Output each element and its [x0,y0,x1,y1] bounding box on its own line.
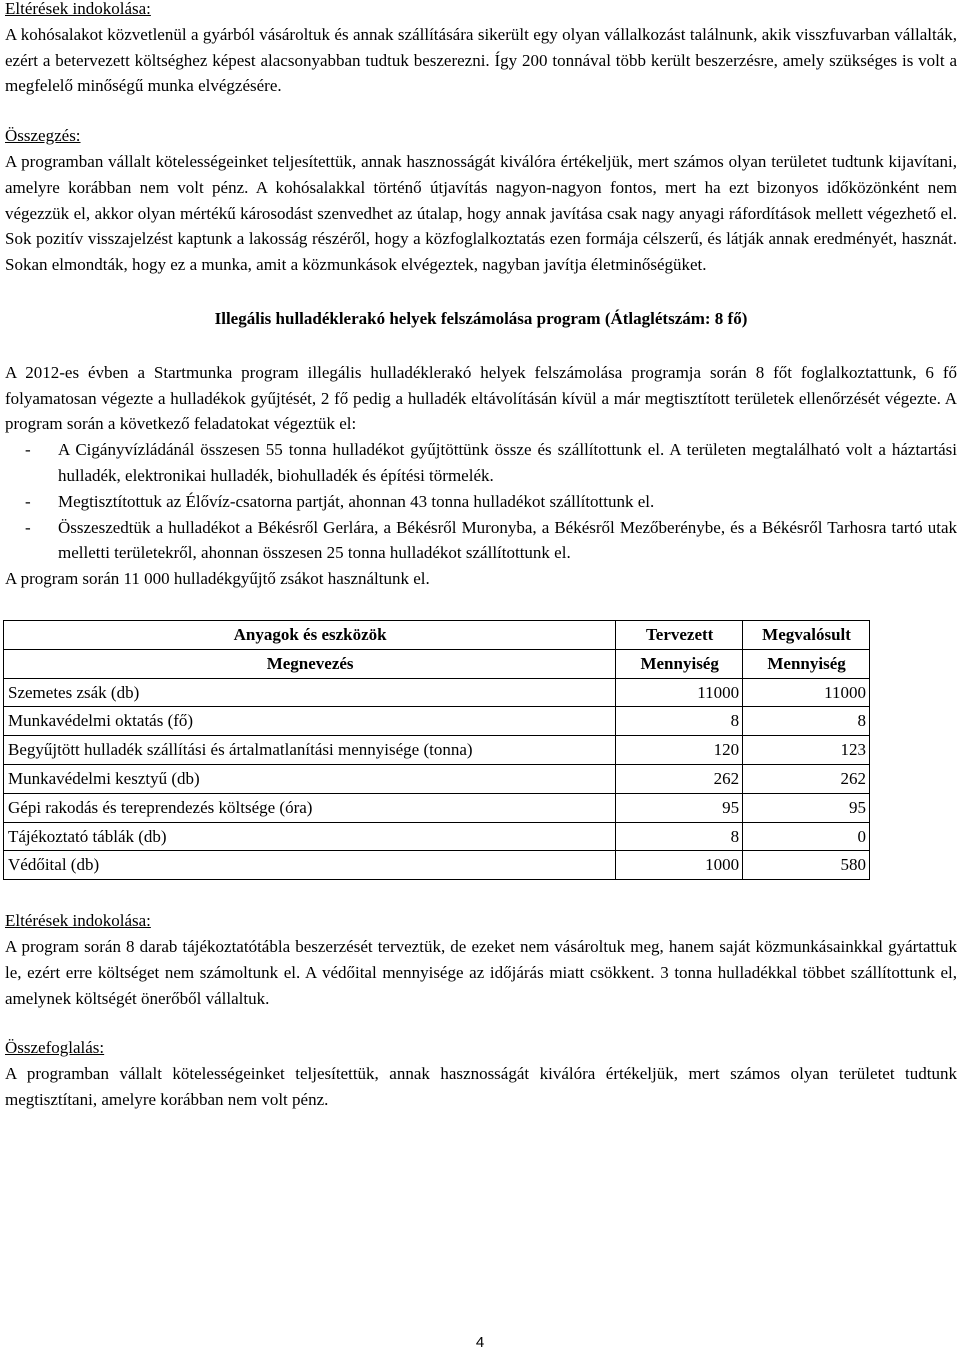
list-dash: - [25,491,31,511]
list-item [5,489,957,515]
table-row [4,707,870,736]
spacer [5,278,957,306]
table-cell: 11000 [616,678,743,707]
table-cell: 95 [743,793,870,822]
deviation-text: A kohósalakot közvetlenül a gyárból vásároltuk és annak szállítására sikerült egy olyan vállalkozást találnunk, akik visszfuvarban vállalták, ezért a betervezett költséghez képest alacsonyabban tudtuk beszerezni. Így 200 tonnával több került beszerzésre, amely szükséges is volt a megfelelő minőségű munka elvégzésére. [5,24,957,96]
table-cell: Munkavédelmi oktatás (fő) [4,707,616,736]
table-row [4,822,870,851]
table-cell: Gépi rakodás és tereprendezés költsége (óra) [4,793,616,822]
deviation-label: Eltérések indokolása: [5,0,151,18]
table-row [4,678,870,707]
deviation-label: Eltérések indokolása: [5,911,151,931]
table-cell: 1000 [616,851,743,880]
table-cell: 120 [616,736,743,765]
table-cell: 262 [743,764,870,793]
page-number: 4 [475,1334,485,1351]
section-title: Illegális hulladéklerakó helyek felszámolása program (Átlaglétszám: 8 fő) [214,308,748,328]
table-row [4,851,870,880]
table-row [4,793,870,822]
list-dash: - [25,517,31,537]
spacer [5,99,957,123]
list-item [5,437,957,489]
list-item-text: Összeszedtük a hulladékot a Békésről Gerlára, a Békésről Muronyba, a Békésről Mezőberénybe, és a Békésről Tarhosra tartó utak melletti területekről, ahonnan összesen 25 tonna hulladékot szállítottunk el. [58,517,957,563]
spacer [5,592,957,620]
table-header-row [4,620,870,649]
table-header-cell: Mennyiség [616,649,743,678]
table-cell: Begyűjtött hulladék szállítási és ártalmatlanítási mennyisége (tonna) [4,736,616,765]
conclusion-text: A programban vállalt kötelességeinket teljesítettük, annak hasznosságát kiválóra értékeljük, mert számos olyan területet tudtunk megtisztítani, amelyre korábban nem volt pénz. [5,1064,957,1109]
task-list [5,437,957,566]
table-header-cell: Megnevezés [4,649,616,678]
table-cell: 11000 [743,678,870,707]
table-cell: Tájékoztató táblák (db) [4,822,616,851]
table-cell: Szemetes zsák (db) [4,678,616,707]
table-row [4,736,870,765]
list-item-text: Megtisztítottuk az Élővíz-csatorna partját, ahonnan 43 tonna hulladékot szállítottunk el. [58,491,655,511]
summary-text: A programban vállalt kötelességeinket teljesítettük, annak hasznosságát kiválóra értékeljük, mert számos olyan területet tudtunk kijavítani, amelyre korábban nem volt pénz. A kohósalakkal történő útjavítás nagyon-nagyon fontos, mert ha ezt bizonyos időközönként nem végezzük el, akkor olyan mértékű károsodást szenvedhet az útalap, hogy annak javítása csak nagy anyagi ráfordítások mellett végezhető el. Sok pozitív visszajelzést kaptunk a lakosság részéről, hogy a közfoglalkoztatás ezen formája célszerű, és látják annak eredményét, hasznát. Sokan elmondták, hogy ez a munka, amit a közmunkások elvégeztek, nagyban javítja életminőségüket. [5,151,957,275]
table-header-cell: Mennyiség [743,649,870,678]
list-item [5,515,957,567]
table-cell: 8 [616,707,743,736]
table-cell: 95 [616,793,743,822]
section-intro: A 2012-es évben a Startmunka program illegális hulladéklerakó helyek felszámolása programja során 8 főt foglalkoztattunk, 6 fő folyamatosan végezte a hulladékok gyűjtését, 2 fő pedig a hulladék eltávolításán kívül a már megtisztított területek ellenőrzését végezte. A program során a következő feladatokat végeztük el: [5,362,957,434]
list-dash: - [25,440,31,460]
table-cell: 580 [743,851,870,880]
table-cell: 262 [616,764,743,793]
table-cell: Védőital (db) [4,851,616,880]
table-row [4,764,870,793]
table-cell: 8 [743,707,870,736]
table-cell: 8 [616,822,743,851]
table-cell: 123 [743,736,870,765]
spacer [5,332,957,360]
spacer [5,880,957,908]
document-page [5,0,957,1113]
conclusion-label: Összefoglalás: [5,1038,105,1058]
table-header-cell: Tervezett [616,620,743,649]
table-cell: Munkavédelmi kesztyű (db) [4,764,616,793]
section-closing: A program során 11 000 hulladékgyűjtő zsákot használtunk el. [5,569,430,589]
table-header-cell: Megvalósult [743,620,870,649]
table-header-row [4,649,870,678]
spacer [5,1011,957,1035]
table-cell: 0 [743,822,870,851]
summary-label: Összegzés: [5,126,81,146]
materials-table [3,620,870,880]
deviation-text: A program során 8 darab tájékoztatótábla beszerzését terveztük, de ezeket nem vásároltuk meg, hanem saját közmunkásainkkal gyártattuk le, ezért erre költséget nem számoltunk el. A védőital mennyisége az időjárás miatt csökkent. 3 tonna hulladékkal többet szállítottunk el, amelynek költségét önerőből vállaltuk. [5,936,957,1008]
list-item-text: A Cigányvízládánál összesen 55 tonna hulladékot gyűjtöttünk össze és szállítottunk el. A területen megtalálható volt a háztartási hulladék, elektronikai hulladék, biohulladék és építési törmelék. [58,440,957,485]
table-header-cell: Anyagok és eszközök [4,620,616,649]
